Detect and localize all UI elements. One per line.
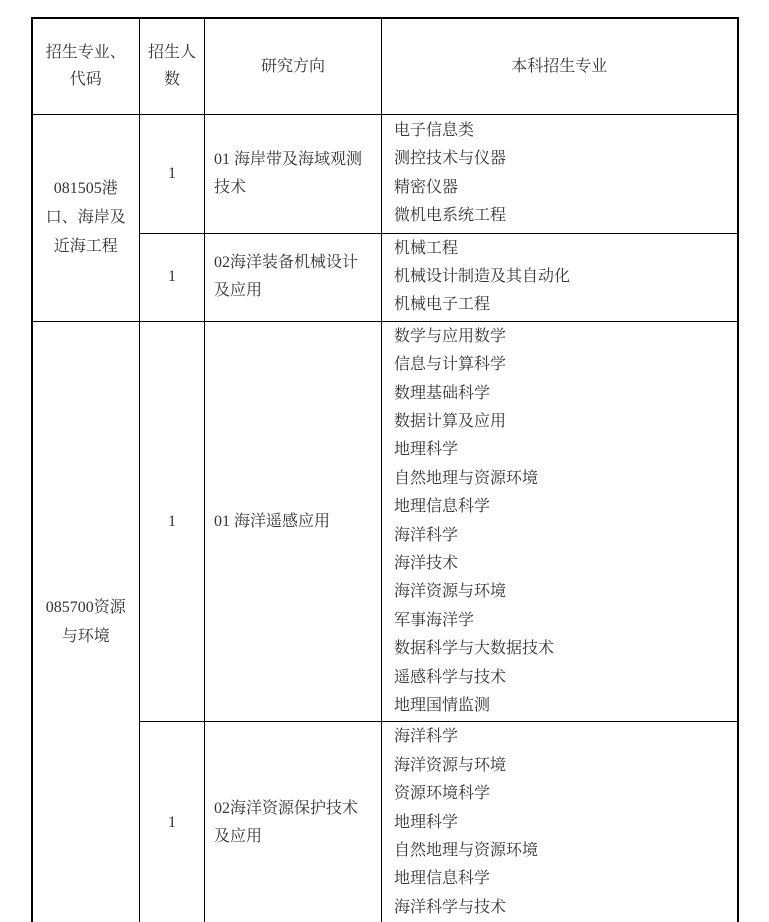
undergrad-major-line: 电子信息类 (394, 121, 475, 139)
research-direction-cell: 01 海岸带及海域观测技术 (205, 114, 382, 233)
quota-cell: 1 (140, 321, 205, 722)
undergrad-major-line: 海洋科学与技术 (394, 898, 507, 916)
undergrad-major-line: 自然地理与资源环境 (394, 469, 539, 487)
col-header-undergrad: 本科招生专业 (382, 18, 738, 114)
undergrad-majors-cell (382, 114, 738, 233)
undergrad-major-line: 数据科学与大数据技术 (394, 640, 555, 658)
undergrad-major-line: 数理基础科学 (394, 384, 491, 402)
undergrad-major-line: 数据计算及应用 (394, 412, 507, 430)
undergrad-major-line: 海洋资源与环境 (394, 756, 507, 774)
undergrad-major-line: 海洋技术 (394, 554, 459, 572)
undergrad-major-line: 微机电系统工程 (394, 206, 507, 224)
undergrad-major-line: 数学与应用数学 (394, 327, 507, 345)
undergrad-major-line: 资源环境科学 (394, 785, 491, 803)
quota-cell: 1 (140, 722, 205, 922)
undergrad-major-line: 机械电子工程 (394, 296, 491, 314)
admission-table (31, 17, 739, 922)
major-code-cell: 085700资源与环境 (32, 321, 140, 922)
undergrad-major-line: 自然地理与资源环境 (394, 842, 539, 860)
quota-cell: 1 (140, 233, 205, 321)
undergrad-major-line: 机械工程 (394, 239, 459, 257)
undergrad-major-line: 信息与计算科学 (394, 356, 507, 374)
undergrad-major-line: 遥感科学与技术 (394, 668, 507, 686)
col-header-quota: 招生人数 (140, 18, 205, 114)
col-header-direction: 研究方向 (205, 18, 382, 114)
col-header-major-code: 招生专业、代码 (32, 18, 140, 114)
undergrad-major-line: 地理国情监测 (394, 697, 491, 714)
undergrad-major-line: 地理科学 (394, 441, 459, 459)
table-row (32, 321, 738, 722)
research-direction-cell: 02海洋资源保护技术及应用 (205, 722, 382, 922)
header-row (32, 18, 738, 114)
table-row (32, 114, 738, 233)
undergrad-major-line: 地理信息科学 (394, 498, 491, 516)
research-direction-cell: 02海洋装备机械设计及应用 (205, 233, 382, 321)
major-code-cell: 081505港口、海岸及近海工程 (32, 114, 140, 321)
undergrad-major-line: 机械设计制造及其自动化 (394, 267, 571, 285)
undergrad-major-line: 军事海洋学 (394, 611, 475, 629)
undergrad-major-line: 测控技术与仪器 (394, 150, 507, 168)
research-direction-cell: 01 海洋遥感应用 (205, 321, 382, 722)
undergrad-majors-cell (382, 233, 738, 321)
undergrad-majors-cell (382, 722, 738, 922)
undergrad-major-line: 地理科学 (394, 813, 459, 831)
undergrad-major-line: 海洋资源与环境 (394, 583, 507, 601)
quota-cell: 1 (140, 114, 205, 233)
undergrad-major-line: 海洋科学 (394, 728, 459, 746)
undergrad-majors-cell (382, 321, 738, 722)
undergrad-major-line: 精密仪器 (394, 178, 459, 196)
undergrad-major-line: 地理信息科学 (394, 870, 491, 888)
undergrad-major-line: 海洋科学 (394, 526, 459, 544)
